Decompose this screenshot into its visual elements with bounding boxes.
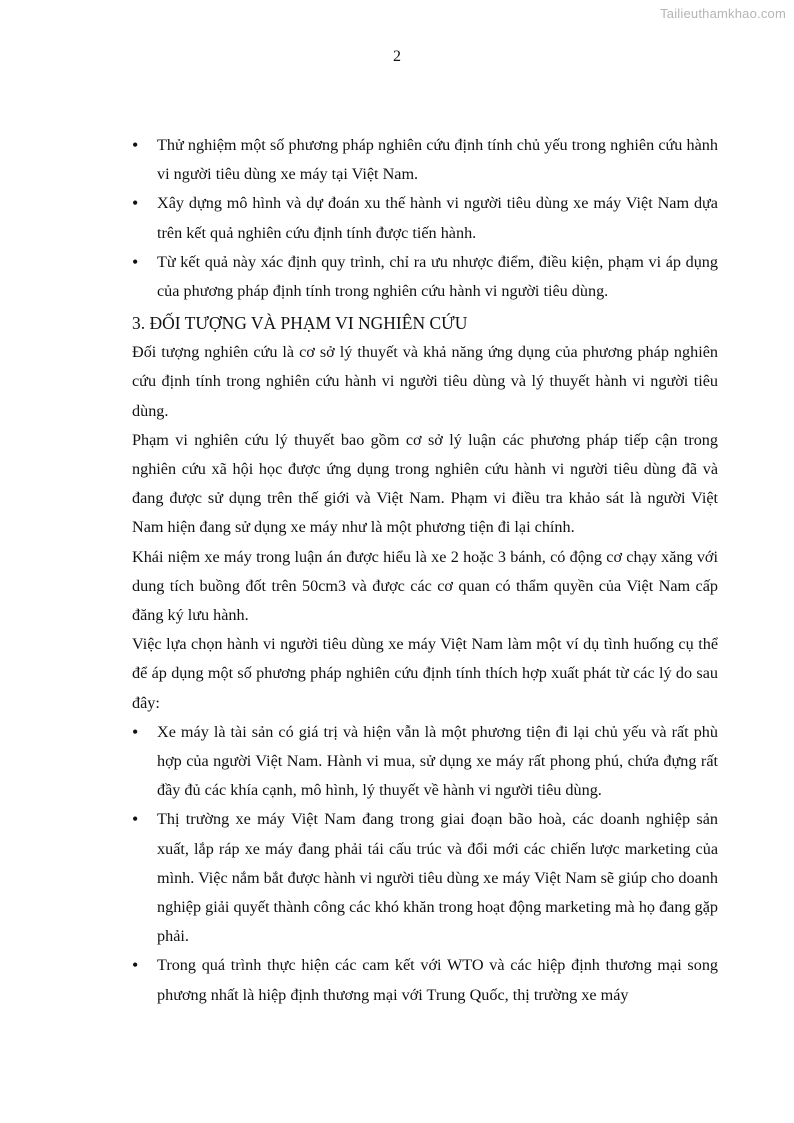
- list-item: • Trong quá trình thực hiện các cam kết với WTO và các hiệp định thương mại song phương nhất là hiệp định thương mại với Trung Quốc, thị trường xe máy: [132, 951, 718, 1009]
- section-heading: 3. ĐỐI TƯỢNG VÀ PHẠM VI NGHIÊN CỨU: [132, 313, 468, 334]
- paragraph-selection-reasons: Việc lựa chọn hành vi người tiêu dùng xe máy Việt Nam làm một ví dụ tình huống cụ thể để áp dụng một số phương pháp nghiên cứu định tính thích hợp xuất phát từ các lý do sau đây:: [132, 635, 718, 712]
- paragraph-research-scope: Phạm vi nghiên cứu lý thuyết bao gồm cơ sở lý luận các phương pháp tiếp cận trong nghiên cứu xã hội học được ứng dụng trong nghiên cứu hành vi người tiêu dùng đã và đang được sử dụng trên thế giới và Việt Nam. Phạm vi điều tra khảo sát là người Việt Nam hiện đang sử dụng xe máy như là một phương tiện đi lại chính.: [132, 430, 718, 537]
- list-item: • Thị trường xe máy Việt Nam đang trong giai đoạn bão hoà, các doanh nghiệp sản xuất, lắp ráp xe máy đang phải tái cấu trúc và đổi mới các chiến lược marketing của mình. Việc nắm bắt được hành vi người tiêu dùng xe máy Việt Nam sẽ giúp cho doanh nghiệp giải quyết thành công các khó khăn trong hoạt động marketing mà họ đang gặp phải.: [132, 805, 718, 951]
- objectives-list: [132, 131, 718, 306]
- list-item: • Xây dựng mô hình và dự đoán xu thế hành vi người tiêu dùng xe máy Việt Nam dựa trên kết quả nghiên cứu định tính được tiến hành.: [132, 189, 718, 247]
- document-body: [132, 131, 718, 1010]
- list-item: • Thử nghiệm một số phương pháp nghiên cứu định tính chủ yếu trong nghiên cứu hành vi người tiêu dùng xe máy tại Việt Nam.: [132, 131, 718, 189]
- list-item: • Xe máy là tài sản có giá trị và hiện vẫn là một phương tiện đi lại chủ yếu và rất phù hợp của người Việt Nam. Hành vi mua, sử dụng xe máy rất phong phú, chứa đựng rất đầy đủ các khía cạnh, mô hình, lý thuyết về hành vi người tiêu dùng.: [132, 718, 718, 806]
- page-number: 2: [393, 48, 401, 65]
- paragraph-motorbike-definition: Khái niệm xe máy trong luận án được hiểu là xe 2 hoặc 3 bánh, có động cơ chạy xăng với dung tích buồng đốt trên 50cm3 và được các cơ quan có thẩm quyền của Việt Nam cấp đăng ký lưu hành.: [132, 547, 718, 625]
- watermark: Tailieuthamkhao.com: [660, 6, 786, 21]
- reasons-list: [132, 718, 718, 1010]
- paragraph-research-object: Đối tượng nghiên cứu là cơ sở lý thuyết và khả năng ứng dụng của phương pháp nghiên cứu định tính trong nghiên cứu hành vi người tiêu dùng và lý thuyết hành vi người tiêu dùng.: [132, 343, 718, 420]
- list-item: • Từ kết quả này xác định quy trình, chỉ ra ưu nhược điểm, điều kiện, phạm vi áp dụng của phương pháp định tính trong nghiên cứu hành vi người tiêu dùng.: [132, 248, 718, 306]
